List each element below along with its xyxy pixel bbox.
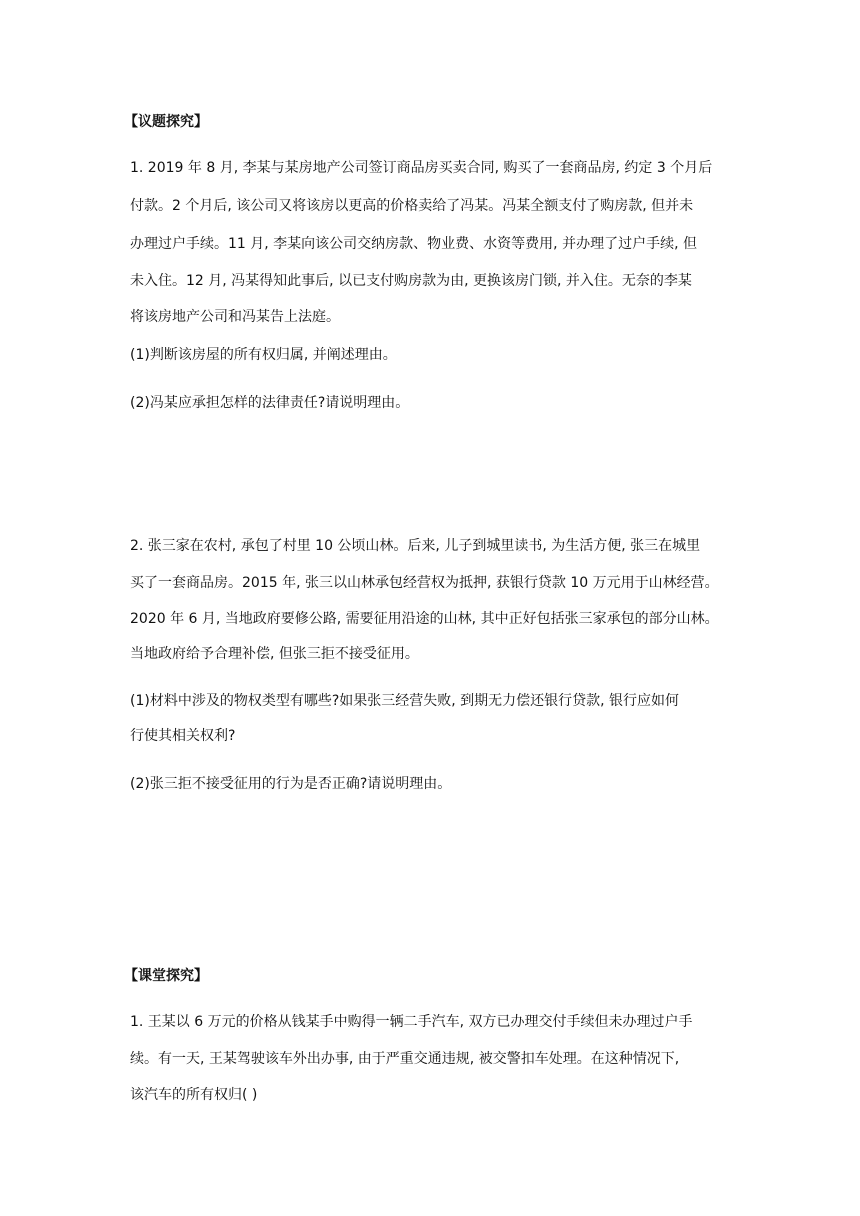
section-heading-topic-inquiry: 【议题探究】 xyxy=(124,114,208,130)
q2-line-3: 2020 年 6 月, 当地政府要修公路, 需要征用沿途的山林, 其中正好包括张三家承包的部分山林。 xyxy=(130,611,719,627)
q2-sub-question-1-line-2: 行使其相关权利? xyxy=(130,728,236,744)
q1-line-2: 付款。2 个月后, 该公司又将该房以更高的价格卖给了冯某。冯某全额支付了购房款, 但并未 xyxy=(130,198,694,214)
class-q1-line-2: 续。有一天, 王某驾驶该车外出办事, 由于严重交通违规, 被交警扣车处理。在这种情况下, xyxy=(130,1051,680,1067)
q1-line-1: 1. 2019 年 8 月, 李某与某房地产公司签订商品房买卖合同, 购买了一套商品房, 约定 3 个月后 xyxy=(130,160,713,176)
q1-sub-question-2: (2)冯某应承担怎样的法律责任?请说明理由。 xyxy=(130,395,410,411)
q1-sub-question-1: (1)判断该房屋的所有权归属, 并阐述理由。 xyxy=(130,347,397,363)
section-heading-class-inquiry: 【课堂探究】 xyxy=(124,968,208,984)
q2-line-1: 2. 张三家在农村, 承包了村里 10 公顷山林。后来, 儿子到城里读书, 为生活方便, 张三在城里 xyxy=(130,538,701,554)
q1-line-5: 将该房地产公司和冯某告上法庭。 xyxy=(130,309,340,325)
q1-line-4: 未入住。12 月, 冯某得知此事后, 以已支付购房款为由, 更换该房门锁, 并入住。无奈的李某 xyxy=(130,273,692,289)
class-q1-line-1: 1. 王某以 6 万元的价格从钱某手中购得一辆二手汽车, 双方已办理交付手续但未办理过户手 xyxy=(130,1014,693,1030)
class-q1-line-3: 该汽车的所有权归( ) xyxy=(130,1087,258,1103)
q2-line-4: 当地政府给予合理补偿, 但张三拒不接受征用。 xyxy=(130,646,419,662)
q2-sub-question-2: (2)张三拒不接受征用的行为是否正确?请说明理由。 xyxy=(130,776,452,792)
q1-line-3: 办理过户手续。11 月, 李某向该公司交纳房款、物业费、水资等费用, 并办理了过户手续, 但 xyxy=(130,236,697,252)
q2-sub-question-1-line-1: (1)材料中涉及的物权类型有哪些?如果张三经营失败, 到期无力偿还银行贷款, 银行应如何 xyxy=(130,693,680,709)
q2-line-2: 买了一套商品房。2015 年, 张三以山林承包经营权为抵押, 获银行贷款 10 万元用于山林经营。 xyxy=(130,575,719,591)
